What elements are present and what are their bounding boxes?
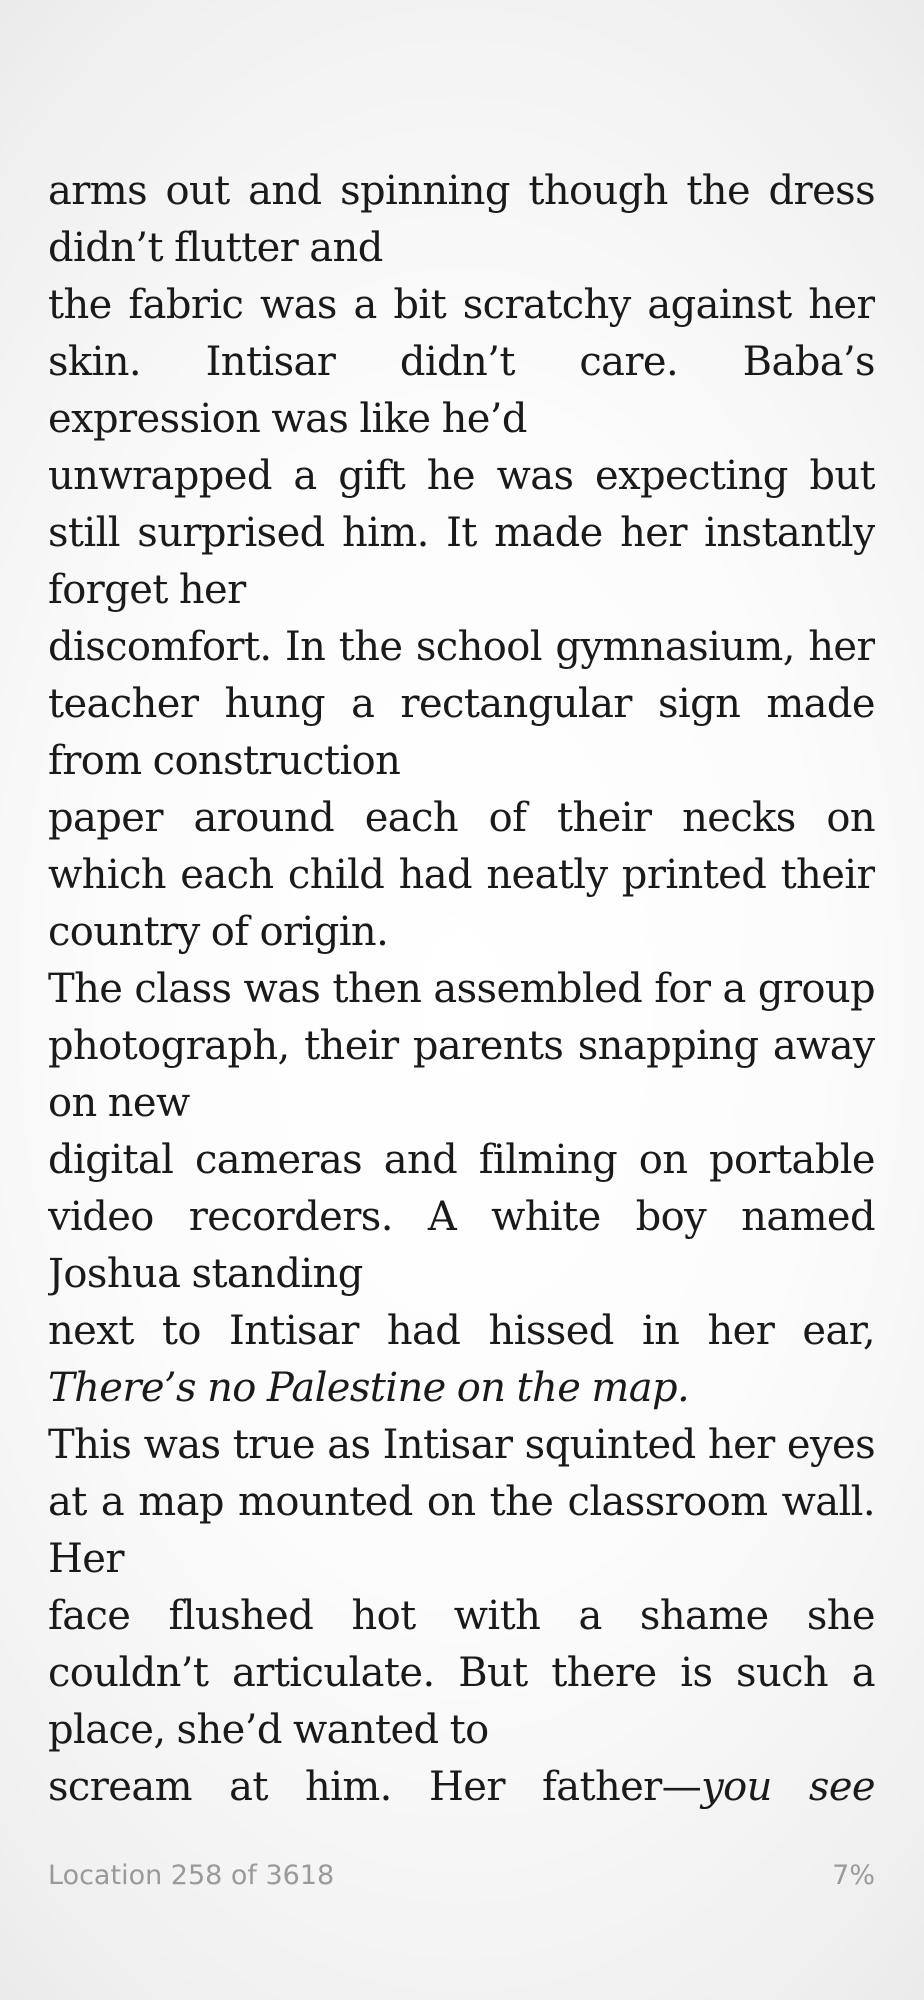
- paragraph-11-italic: you see: [701, 1764, 875, 1810]
- paragraph-3: unwrapped a gift he was expecting but still surprised him. It made her instantly forget her: [48, 453, 875, 613]
- paragraph-7: digital cameras and filming on portable video recorders. A white boy named Joshua standing: [48, 1137, 875, 1297]
- paragraph-11-text: scream at him. Her father—: [48, 1764, 702, 1810]
- paragraph-10: face flushed hot with a shame she couldn’t articulate. But there is such a place, she’d wanted to: [48, 1593, 875, 1753]
- paragraph-8-italic: There’s no Palestine on the map.: [48, 1365, 690, 1411]
- percent-read: 7%: [832, 1860, 875, 1891]
- reading-progress-footer: [48, 1860, 875, 1900]
- book-text: [48, 163, 875, 1811]
- paragraph-2: the fabric was a bit scratchy against her skin. Intisar didn’t care. Baba’s expression was like he’d: [48, 282, 875, 442]
- location-indicator[interactable]: Location 258 of 3618: [48, 1860, 335, 1891]
- paragraph-9: This was true as Intisar squinted her eyes at a map mounted on the classroom wall. Her: [48, 1422, 875, 1582]
- paragraph-11: [48, 1759, 875, 1811]
- paragraph-8: [48, 1303, 875, 1417]
- paragraph-6: The class was then assembled for a group photograph, their parents snapping away on new: [48, 966, 875, 1126]
- paragraph-4: discomfort. In the school gymnasium, her teacher hung a rectangular sign made from construction: [48, 624, 875, 784]
- paragraph-1: arms out and spinning though the dress didn’t flutter and: [48, 168, 875, 271]
- paragraph-5: paper around each of their necks on which each child had neatly printed their country of origin.: [48, 795, 875, 955]
- paragraph-8-text: next to Intisar had hissed in her ear,: [48, 1308, 875, 1354]
